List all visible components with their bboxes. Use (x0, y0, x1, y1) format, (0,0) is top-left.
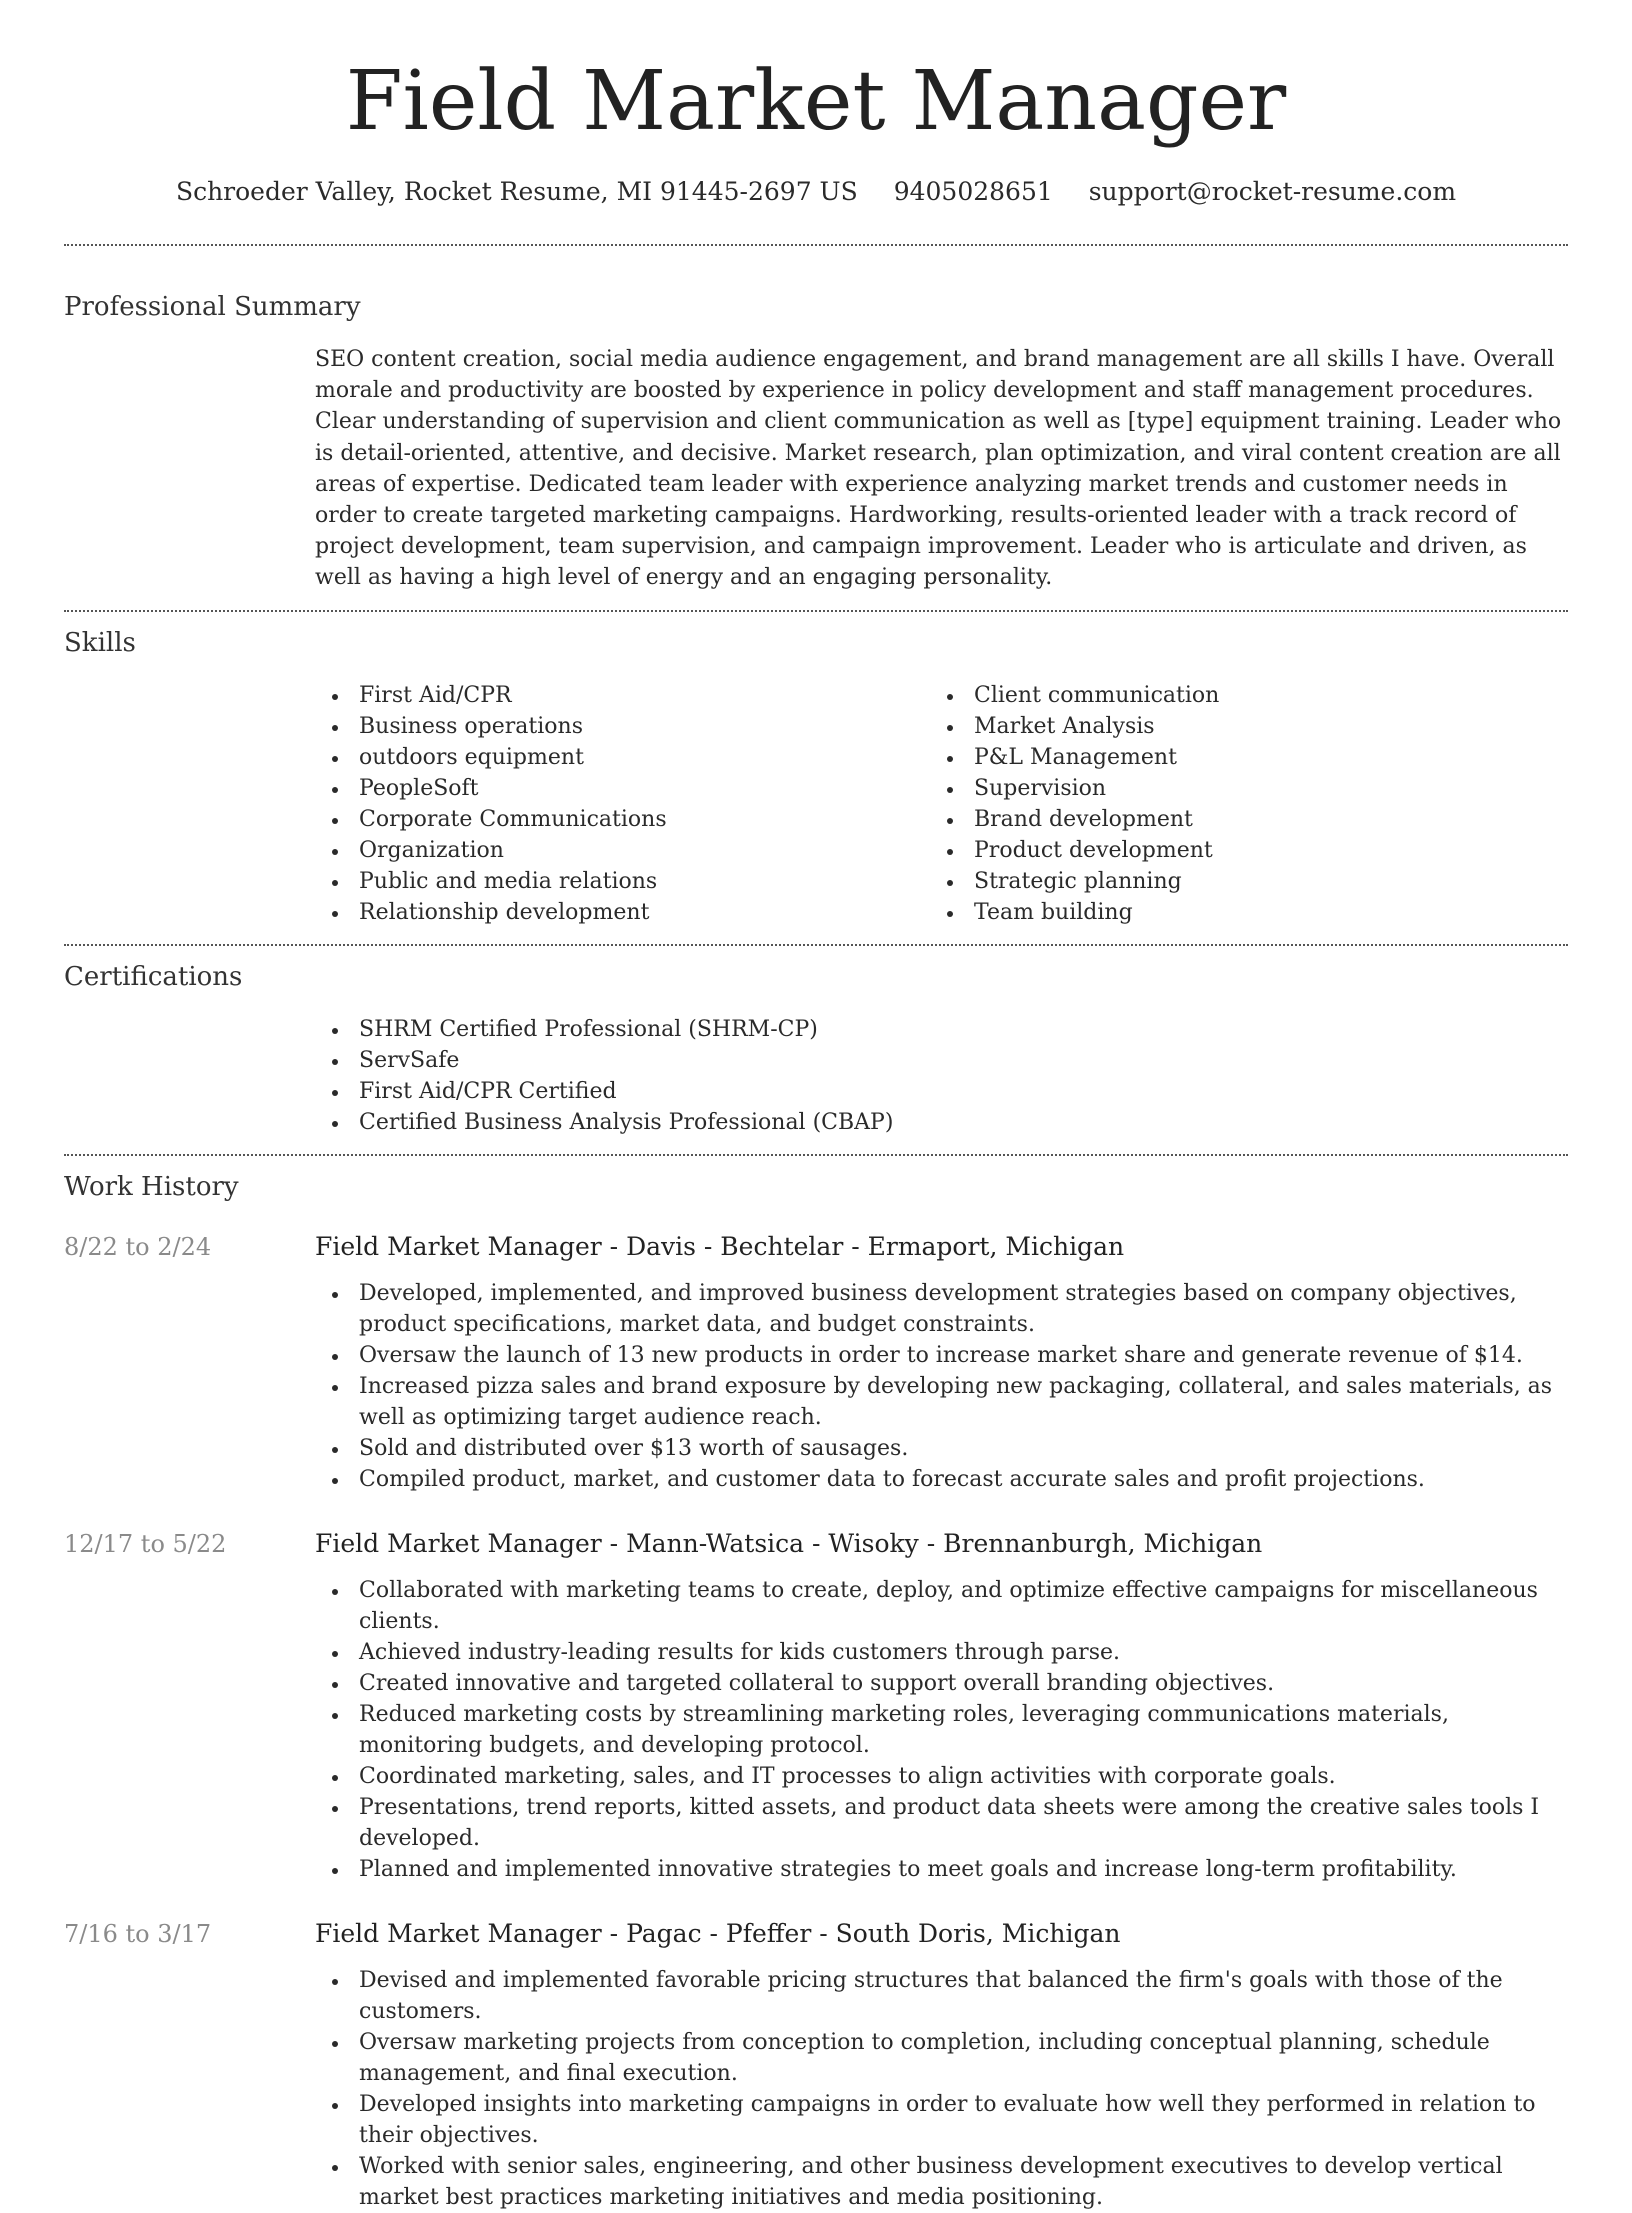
job-dates: 7/16 to 3/17 (64, 1919, 212, 1948)
skill-item: Strategic planning (930, 866, 1545, 897)
job-bullet: Developed, implemented, and improved business development strategies based on company objectives, product specifications, market data, and budget constraints. (315, 1278, 1568, 1340)
section-title-skills: Skills (64, 627, 136, 658)
skill-item: Client communication (930, 680, 1545, 711)
section-summary (64, 290, 1568, 594)
contact-email: support@rocket-resume.com (1088, 177, 1457, 206)
job-bullet: Presentations, trend reports, kitted assets, and product data sheets were among the creative sales tools I developed. (315, 1792, 1568, 1854)
job-bullet: Collaborated with marketing teams to create, deploy, and optimize effective campaigns for miscellaneous clients. (315, 1575, 1568, 1637)
job-bullets (315, 1575, 1568, 1885)
job-bullet: Devised and implemented favorable pricing structures that balanced the firm's goals with those of the customers. (315, 1965, 1568, 2027)
contact-line (64, 174, 1568, 210)
skill-item: First Aid/CPR (315, 680, 930, 711)
job-entry (64, 1917, 1568, 2213)
job-bullet: Coordinated marketing, sales, and IT processes to align activities with corporate goals. (315, 1761, 1568, 1792)
job-bullet: Sold and distributed over $13 worth of sausages. (315, 1433, 1568, 1464)
skill-item: Supervision (930, 773, 1545, 804)
job-bullet: Created innovative and targeted collateral to support overall branding objectives. (315, 1668, 1568, 1699)
job-dates: 12/17 to 5/22 (64, 1529, 227, 1558)
contact-phone: 9405028651 (893, 177, 1053, 206)
skills-list-right (930, 680, 1545, 928)
section-skills (64, 626, 1568, 928)
resume-name: Field Market Manager (345, 54, 1287, 149)
skills-column-right (930, 680, 1545, 928)
job-bullets (315, 1278, 1568, 1495)
job-title: Field Market Manager - Pagac - Pfeffer - South Doris, Michigan (315, 1918, 1121, 1948)
job-bullet: Increased pizza sales and brand exposure by developing new packaging, collateral, and sales materials, as well as optimizing target audience reach. (315, 1371, 1568, 1433)
job-entry (64, 1527, 1568, 1885)
skill-item: P&L Management (930, 742, 1545, 773)
job-title: Field Market Manager - Mann-Watsica - Wisoky - Brennanburgh, Michigan (315, 1528, 1263, 1558)
job-bullet: Oversaw the launch of 13 new products in order to increase market share and generate revenue of $14. (315, 1340, 1568, 1371)
section-work-history (64, 1170, 1568, 2213)
skills-grid (315, 680, 1568, 928)
skill-item: Business operations (315, 711, 930, 742)
summary-text: SEO content creation, social media audience engagement, and brand management are all skills I have. Overall morale and productivity are boosted by experience in policy development and staff management procedures. Clear understanding of supervision and client communication as well as [type] equipment training. Leader who is detail-oriented, attentive, and decisive. Market research, plan optimization, and viral content creation are all areas of expertise. Dedicated team leader with experience analyzing market trends and customer needs in order to create targeted marketing campaigns. Hardworking, results-oriented leader with a track record of project development, team supervision, and campaign improvement. Leader who is articulate and driven, as well as having a high level of energy and an engaging personality. (315, 347, 1562, 591)
contact-address: Schroeder Valley, Rocket Resume, MI 91445-2697 US (175, 177, 858, 206)
job-bullet: Worked with senior sales, engineering, and other business development executives to develop vertical market best practices marketing initiatives and media positioning. (315, 2151, 1568, 2213)
job-bullets (315, 1965, 1568, 2213)
certifications-bullets (315, 1014, 1568, 1138)
skill-item: PeopleSoft (315, 773, 930, 804)
job-bullet: Developed insights into marketing campaigns in order to evaluate how well they performed in relation to their objectives. (315, 2089, 1568, 2151)
divider (64, 610, 1568, 612)
divider (64, 944, 1568, 946)
job-bullet: Oversaw marketing projects from conception to completion, including conceptual planning, schedule management, and final execution. (315, 2027, 1568, 2089)
divider (64, 1154, 1568, 1156)
job-body (315, 1230, 1568, 1495)
skill-item: Market Analysis (930, 711, 1545, 742)
skill-item: Public and media relations (315, 866, 930, 897)
skill-item: Brand development (930, 804, 1545, 835)
certification-item: Certified Business Analysis Professional (CBAP) (315, 1107, 1568, 1138)
section-title-certifications: Certifications (64, 961, 243, 992)
skill-item: Corporate Communications (315, 804, 930, 835)
skill-item: Relationship development (315, 897, 930, 928)
job-bullet: Reduced marketing costs by streamlining marketing roles, leveraging communications materials, monitoring budgets, and developing protocol. (315, 1699, 1568, 1761)
section-certifications (64, 960, 1568, 1138)
divider (64, 244, 1568, 246)
job-bullet: Planned and implemented innovative strategies to meet goals and increase long-term profitability. (315, 1854, 1568, 1885)
skill-item: Team building (930, 897, 1545, 928)
job-bullet: Compiled product, market, and customer data to forecast accurate sales and profit projections. (315, 1464, 1568, 1495)
job-body (315, 1917, 1568, 2213)
certification-item: SHRM Certified Professional (SHRM-CP) (315, 1014, 1568, 1045)
section-title-work-history: Work History (64, 1171, 239, 1202)
skill-item: Organization (315, 835, 930, 866)
skill-item: outdoors equipment (315, 742, 930, 773)
certification-item: ServSafe (315, 1045, 1568, 1076)
job-dates: 8/22 to 2/24 (64, 1232, 212, 1261)
job-body (315, 1527, 1568, 1885)
skills-list-left (315, 680, 930, 928)
section-title-summary: Professional Summary (64, 292, 361, 322)
job-title: Field Market Manager - Davis - Bechtelar - Ermaport, Michigan (315, 1231, 1125, 1261)
certifications-list (315, 1014, 1568, 1138)
job-bullet: Achieved industry-leading results for kids customers through parse. (315, 1637, 1568, 1668)
skills-column-left (315, 680, 930, 928)
skill-item: Product development (930, 835, 1545, 866)
certification-item: First Aid/CPR Certified (315, 1076, 1568, 1107)
job-entry (64, 1230, 1568, 1495)
